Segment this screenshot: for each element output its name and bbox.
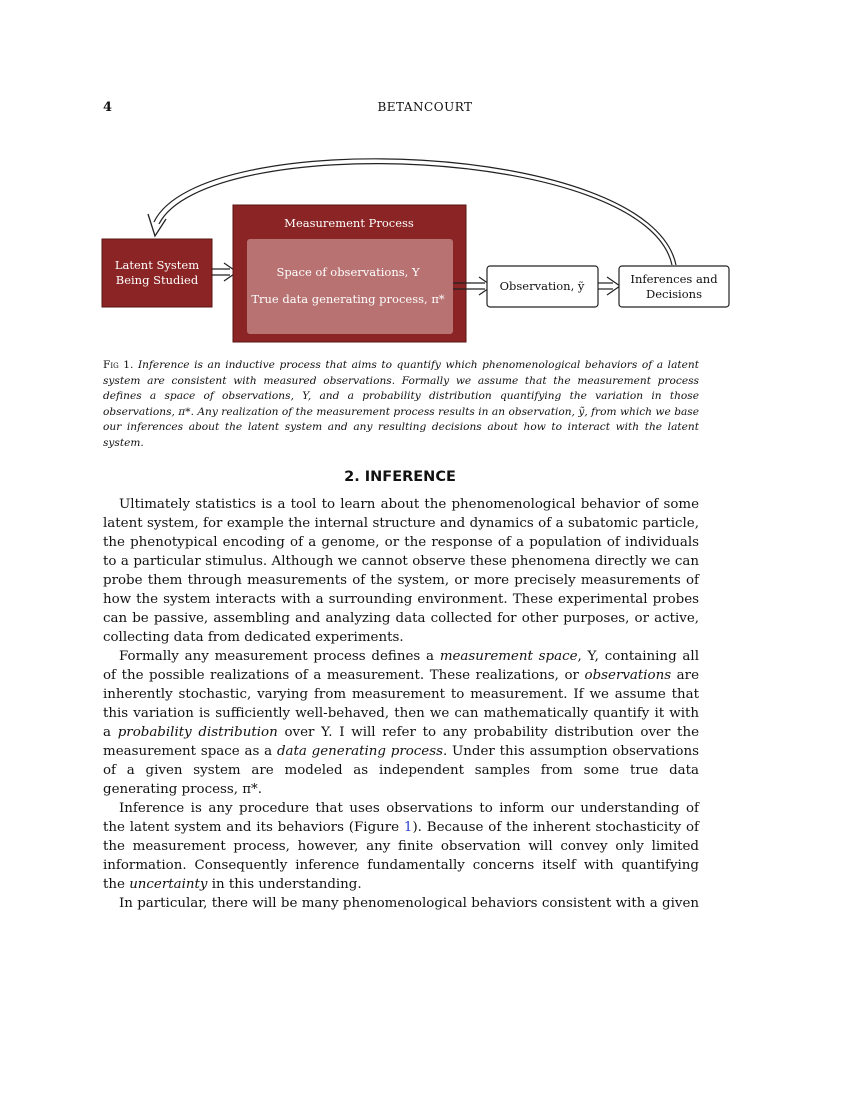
arrow-observation-to-inferences [598,277,620,295]
true-data-generating-process: True data generating process, π* [251,292,445,306]
section-title: 2. INFERENCE [344,469,456,485]
caption-text: Inference is an inductive process that aims to quantify which phenomenological behaviors of a latent system are consistent with measured observations. Formally we assume that the measurement process defines a space of observations, Y, and a probability distribution quantifying the variation in those observations, π*. Any realization of the measurement process results in an observation, ỹ, from which we base our inferences about the latent system and any resulting decisions about how to interact with the latent system. [103,359,699,449]
inferences-line2: Decisions [646,287,702,301]
inferences-line1: Inferences and [630,272,718,286]
body-text [103,495,699,913]
measurement-process-title: Measurement Process [284,216,414,230]
latent-system-line2: Being Studied [115,273,199,287]
inference-diagram [0,0,850,350]
paragraph-3: Inference is any procedure that uses observations to inform our understanding of the latent system and its behaviors (Figure 1). Because of the inherent stochasticity of the measurement process, however, any finite observation will convey only limited information. Consequently inference fundamentally concerns itself with quantifying the uncertainty in this understanding. [103,801,699,892]
running-head: BETANCOURT [377,100,473,114]
paragraph-1: Ultimately statistics is a tool to learn about the phenomenological behavior of some latent system, for example the internal structure and dynamics of a subatomic particle, the phenotypical encoding of a genome, or the response of a population of individuals to a particular stimulus. Although we cannot observe these phenomena directly we can probe them through measurements of the system, or more precisely measurements of how the system interacts with a surrounding environment. These experimental probes can be passive, assembling and analyzing data collected for other purposes, or active, collecting data from dedicated experiments. [103,497,699,645]
figure-caption [103,358,699,451]
latent-system-line1: Latent System [114,258,200,272]
figure-reference-link[interactable]: 1 [403,820,413,835]
page-number: 4 [103,100,113,115]
space-of-observations: Space of observations, Y [276,265,420,279]
observation-label: Observation, ỹ [499,279,585,293]
paragraph-4: In particular, there will be many phenomenological behaviors consistent with a given [119,896,699,911]
measurement-inner-box [247,239,453,334]
caption-label: Fig 1. [103,359,134,371]
paragraph-2: Formally any measurement process defines a measurement space, Y, containing all of the possible realizations of a measurement. These realizations, or observations are inherently stochastic, varying from measurement to measurement. If we assume that this variation is sufficiently well-behaved, then we can mathematically quantify it with a probability distribution over Y. I will refer to any probability distribution over the measurement space as a data generating process. Under this assumption observations of a given system are modeled as independent samples from some true data generating process, π*. [103,649,699,797]
